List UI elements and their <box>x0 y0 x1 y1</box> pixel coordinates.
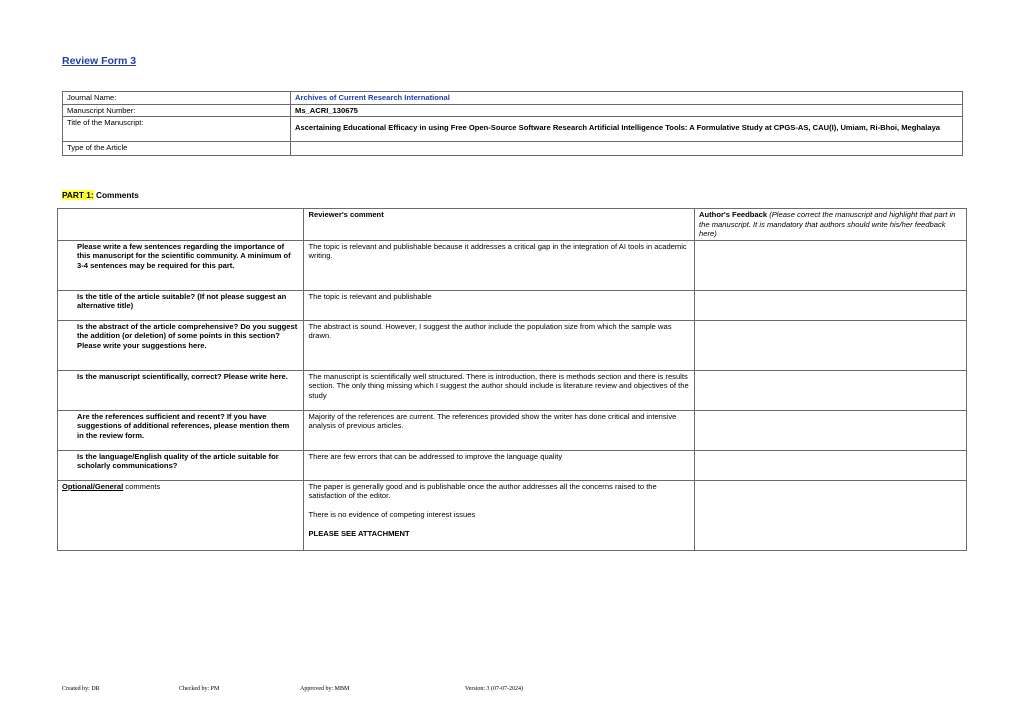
author-feedback-cell[interactable] <box>695 290 967 320</box>
reviewer-comment-cell: The manuscript is scientifically well structured. There is introduction, there is methods section and there is results section. The only thing missing which I suggest the author should include is literature review and objectives of the study <box>304 370 695 410</box>
part-heading <box>62 190 139 200</box>
question-cell: Is the abstract of the article comprehensive? Do you suggest the addition (or deletion) of some points in this section? Please write your suggestions here. <box>58 320 304 370</box>
author-feedback-bold: Author's Feedback <box>699 210 768 219</box>
form-title: Review Form 3 <box>62 55 137 67</box>
reviewer-comment-cell: The abstract is sound. However, I suggest the author include the population size from which the sample was drawn. <box>304 320 695 370</box>
info-label: Type of the Article <box>63 142 291 156</box>
manuscript-info-table <box>62 91 963 156</box>
attachment-note: PLEASE SEE ATTACHMENT <box>308 528 410 538</box>
author-feedback-cell[interactable] <box>695 480 967 550</box>
reviewer-comment-cell: There are few errors that can be addressed to improve the language quality <box>304 450 695 480</box>
question-cell: Is the language/English quality of the article suitable for scholarly communications? <box>58 450 304 480</box>
manuscript-title-value: Ascertaining Educational Efficacy in using Free Open-Source Software Research Artificial Intelligence Tools: A Formulative Study at CPGS-AS, CAU(I), Umiam, Ri-Bhoi, Meghalaya <box>291 117 963 142</box>
info-row-manuscript-number <box>63 104 963 117</box>
reviewer-comment-header: Reviewer's comment <box>304 209 695 241</box>
info-row-title <box>63 117 963 142</box>
optional-comment-para: There is no evidence of competing interest issues <box>308 509 476 519</box>
info-label: Title of the Manuscript: <box>63 117 291 142</box>
footer-version: Version: 3 (07-07-2024) <box>465 686 523 692</box>
optional-general-label: Optional/General <box>62 481 124 491</box>
part-suffix: Comments <box>93 190 139 200</box>
comment-row <box>58 410 967 450</box>
optional-comment-para: The paper is generally good and is publishable once the author addresses all the concerns raised to the satisfaction of the editor. <box>308 481 657 501</box>
reviewer-comment-cell: Majority of the references are current. The references provided show the writer has done critical and intensive analysis of previous articles. <box>304 410 695 450</box>
comment-row <box>58 290 967 320</box>
comment-row <box>58 240 967 290</box>
author-feedback-cell[interactable] <box>695 240 967 290</box>
info-label: Journal Name: <box>63 92 291 105</box>
optional-comment-cell <box>304 480 695 550</box>
footer-created-by: Created by: DR <box>62 686 100 692</box>
footer-checked-by: Checked by: PM <box>179 686 220 692</box>
author-feedback-cell[interactable] <box>695 320 967 370</box>
footer-approved-by: Approved by: MBM <box>300 686 350 692</box>
manuscript-number-value: Ms_ACRI_130675 <box>291 104 963 117</box>
comment-row <box>58 320 967 370</box>
optional-comments-suffix: comments <box>123 481 161 491</box>
article-type-value <box>291 142 963 156</box>
comments-table <box>57 208 967 551</box>
question-cell: Is the manuscript scientifically, correct? Please write here. <box>58 370 304 410</box>
author-feedback-header <box>695 209 967 241</box>
question-cell: Are the references sufficient and recent? If you have suggestions of additional references, please mention them in the review form. <box>58 410 304 450</box>
optional-comments-label <box>58 480 304 550</box>
author-feedback-instructions: (Please correct the manuscript and highlight that part in the manuscript. It is mandatory that authors should write his/her feedback here) <box>699 210 956 239</box>
info-label: Manuscript Number: <box>63 104 291 117</box>
journal-name-value: Archives of Current Research International <box>291 92 963 105</box>
reviewer-comment-cell: The topic is relevant and publishable because it addresses a critical gap in the integration of AI tools in academic writing. <box>304 240 695 290</box>
comment-row <box>58 370 967 410</box>
author-feedback-cell[interactable] <box>695 410 967 450</box>
question-cell: Is the title of the article suitable? (If not please suggest an alternative title) <box>58 290 304 320</box>
comments-header-row <box>58 209 967 241</box>
question-cell: Please write a few sentences regarding the importance of this manuscript for the scientific community. A minimum of 3-4 sentences may be required for this part. <box>58 240 304 290</box>
part-label: PART 1: <box>62 190 94 200</box>
comment-row <box>58 450 967 480</box>
info-row-type <box>63 142 963 156</box>
reviewer-comment-cell: The topic is relevant and publishable <box>304 290 695 320</box>
author-feedback-cell[interactable] <box>695 370 967 410</box>
header-empty-cell <box>58 209 304 241</box>
author-feedback-cell[interactable] <box>695 450 967 480</box>
info-row-journal <box>63 92 963 105</box>
optional-comments-row <box>58 480 967 550</box>
